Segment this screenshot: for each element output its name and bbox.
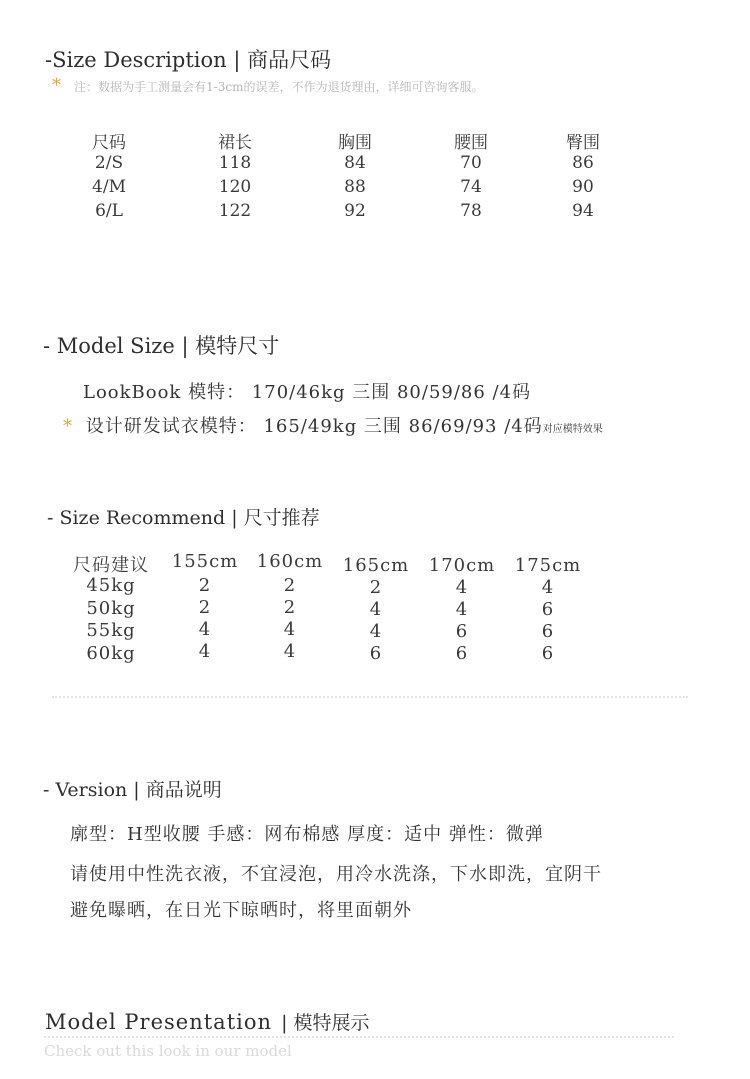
version-heading: - Version | 商品说明 bbox=[43, 779, 222, 801]
size-cell: 84 bbox=[344, 153, 366, 173]
recommend-table bbox=[0, 551, 750, 671]
size-cell: 94 bbox=[572, 201, 594, 221]
size-note bbox=[52, 75, 484, 96]
size-table bbox=[0, 128, 750, 228]
recommend-cell: 4 bbox=[369, 621, 383, 642]
recommend-col-header: 尺码建议 bbox=[73, 555, 149, 576]
fit-model-star: * bbox=[63, 416, 73, 437]
recommend-col-header: 175cm bbox=[514, 555, 582, 576]
recommend-cell: 4 bbox=[283, 641, 297, 662]
model-presentation-title-en: Model Presentation bbox=[45, 1010, 273, 1034]
section-divider bbox=[52, 696, 688, 698]
size-note-text: 注：数据为手工测量会有1-3cm的误差，不作为退货理由，详细可咨询客服。 bbox=[74, 80, 484, 94]
size-cell: 4/M bbox=[92, 177, 126, 197]
size-cell: 2/S bbox=[94, 153, 124, 173]
fit-model-small: 对应模特效果 bbox=[542, 424, 603, 435]
care-line-2: 避免曝晒，在日光下晾晒时，将里面朝外 bbox=[70, 900, 412, 921]
recommend-cell: 2 bbox=[369, 577, 383, 598]
version-attributes: 廓型：H型收腰 手感：网布棉感 厚度：适中 弹性：微弹 bbox=[70, 824, 544, 845]
size-col-header: 尺码 bbox=[92, 133, 126, 153]
recommend-cell: 2 bbox=[198, 597, 212, 618]
size-cell: 120 bbox=[218, 177, 252, 197]
size-col-header: 裙长 bbox=[218, 133, 252, 153]
recommend-cell: 6 bbox=[541, 621, 555, 642]
recommend-cell: 4 bbox=[541, 577, 555, 598]
size-cell: 6/L bbox=[95, 201, 123, 221]
size-col-header: 胸围 bbox=[338, 133, 372, 153]
size-description-heading: -Size Description | 商品尺码 bbox=[45, 48, 332, 72]
size-cell: 88 bbox=[344, 177, 366, 197]
title-underline bbox=[44, 1036, 674, 1038]
model-presentation-title bbox=[45, 1008, 370, 1035]
size-recommend-heading: - Size Recommend | 尺寸推荐 bbox=[47, 507, 320, 529]
recommend-cell: 2 bbox=[283, 597, 297, 618]
size-cell: 92 bbox=[344, 201, 366, 221]
recommend-col-header: 160cm bbox=[256, 551, 324, 572]
size-col-header: 臀围 bbox=[566, 133, 600, 153]
lookbook-model-line: LookBook 模特： 170/46kg 三围 80/59/86 /4码 bbox=[83, 382, 532, 403]
recommend-cell: 2 bbox=[283, 575, 297, 596]
recommend-cell: 4 bbox=[198, 641, 212, 662]
size-cell: 90 bbox=[572, 177, 594, 197]
recommend-weight: 55kg bbox=[86, 620, 136, 641]
size-cell: 122 bbox=[218, 201, 252, 221]
size-col-header: 腰围 bbox=[454, 133, 488, 153]
recommend-col-header: 165cm bbox=[342, 555, 410, 576]
recommend-cell: 4 bbox=[283, 619, 297, 640]
model-presentation-subtitle: Check out this look in our model bbox=[44, 1042, 292, 1060]
care-line-1: 请使用中性洗衣液，不宜浸泡，用冷水洗涤，下水即洗，宜阴干 bbox=[70, 864, 602, 885]
model-size-heading: - Model Size | 模特尺寸 bbox=[43, 334, 280, 358]
recommend-col-header: 170cm bbox=[428, 555, 496, 576]
recommend-weight: 50kg bbox=[86, 598, 136, 619]
fit-model-text: 设计研发试衣模特： 165/49kg 三围 86/69/93 /4码 bbox=[85, 416, 543, 437]
recommend-cell: 4 bbox=[198, 619, 212, 640]
recommend-col-header: 155cm bbox=[171, 551, 239, 572]
model-presentation-title-cn: | 模特展示 bbox=[281, 1012, 370, 1034]
size-cell: 86 bbox=[572, 153, 594, 173]
recommend-cell: 6 bbox=[455, 643, 469, 664]
size-cell: 74 bbox=[460, 177, 482, 197]
recommend-weight: 45kg bbox=[86, 575, 136, 596]
fit-model-line bbox=[63, 412, 603, 438]
recommend-cell: 4 bbox=[455, 577, 469, 598]
recommend-cell: 6 bbox=[541, 643, 555, 664]
size-cell: 118 bbox=[218, 153, 252, 173]
recommend-cell: 6 bbox=[369, 643, 383, 664]
recommend-cell: 6 bbox=[541, 599, 555, 620]
size-cell: 70 bbox=[460, 153, 482, 173]
recommend-weight: 60kg bbox=[86, 643, 136, 664]
note-star: * bbox=[52, 75, 61, 96]
recommend-cell: 2 bbox=[198, 575, 212, 596]
recommend-cell: 4 bbox=[455, 599, 469, 620]
size-cell: 78 bbox=[460, 201, 482, 221]
recommend-cell: 6 bbox=[455, 621, 469, 642]
recommend-cell: 4 bbox=[369, 599, 383, 620]
